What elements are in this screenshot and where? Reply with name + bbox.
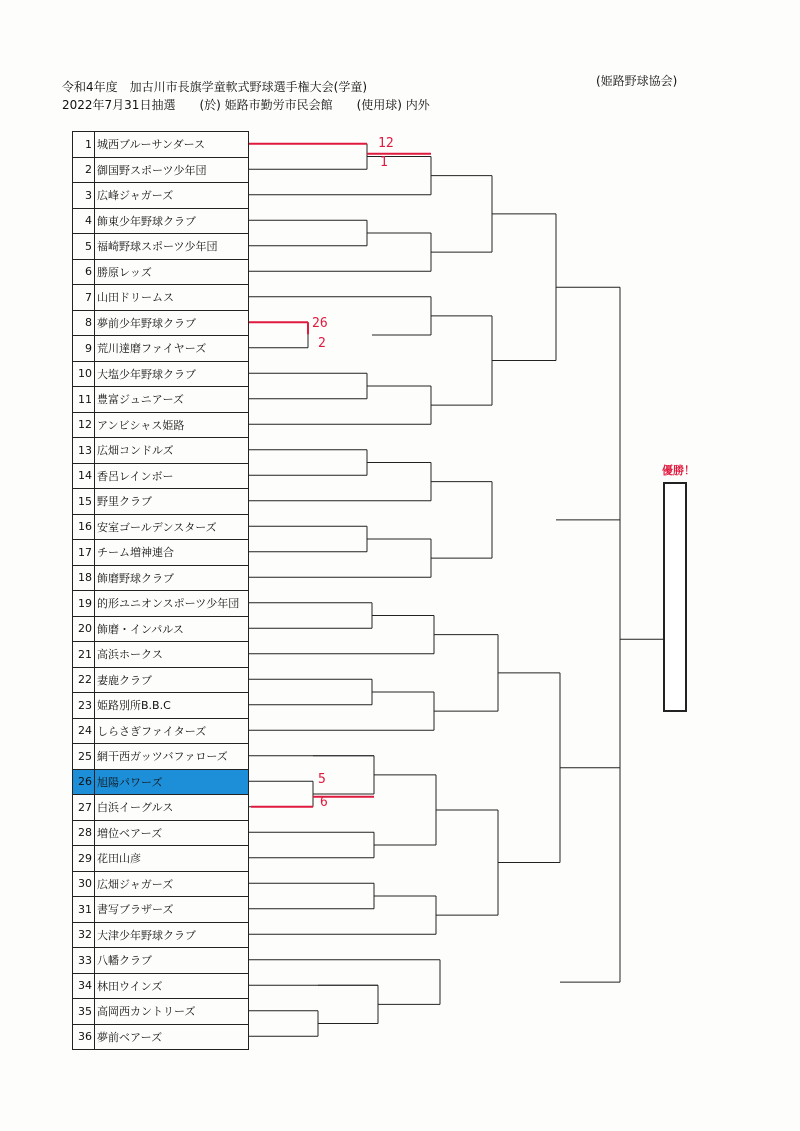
organizer: (姫路野球協会) [596, 74, 678, 88]
score-m3-bot: 6 [320, 795, 328, 810]
team-number: 5 [73, 234, 95, 260]
team-number: 17 [73, 540, 95, 566]
team-name: 城西ブルーサンダース [95, 132, 249, 158]
team-name: 広畑ジャガーズ [95, 871, 249, 897]
team-number: 1 [73, 132, 95, 158]
team-name: しらさぎファイターズ [95, 718, 249, 744]
team-name: 大津少年野球クラブ [95, 922, 249, 948]
team-name: 野里クラブ [95, 489, 249, 515]
team-number: 35 [73, 999, 95, 1025]
team-number: 34 [73, 973, 95, 999]
team-number: 2 [73, 157, 95, 183]
team-number: 6 [73, 259, 95, 285]
team-name: 旭陽パワーズ [95, 769, 249, 795]
tournament-title: 令和4年度 加古川市長旗学童軟式野球選手権大会(学童) [62, 80, 368, 94]
team-name: 白浜イーグルス [95, 795, 249, 821]
team-name: 高浜ホークス [95, 642, 249, 668]
team-number: 7 [73, 285, 95, 311]
team-number: 12 [73, 412, 95, 438]
team-name: 香呂レインボー [95, 463, 249, 489]
score-m1-bot: 1 [380, 155, 388, 170]
team-name: 広峰ジャガーズ [95, 183, 249, 209]
team-name: 書写ブラザーズ [95, 897, 249, 923]
score-m2-bot: 2 [318, 336, 326, 351]
team-number: 19 [73, 591, 95, 617]
team-name: 妻鹿クラブ [95, 667, 249, 693]
team-name: 夢前少年野球クラブ [95, 310, 249, 336]
team-name: 増位ベアーズ [95, 820, 249, 846]
team-name: 飾磨野球クラブ [95, 565, 249, 591]
draw-info: 2022年7月31日抽選 (於) 姫路市勤労市民会館 (使用球) 内外 [62, 98, 430, 112]
team-name: 花田山彦 [95, 846, 249, 872]
champion-label: 優勝！ [662, 464, 695, 477]
team-name: 的形ユニオンスポーツ少年団 [95, 591, 249, 617]
team-number: 15 [73, 489, 95, 515]
team-number: 22 [73, 667, 95, 693]
team-number: 29 [73, 846, 95, 872]
score-m2-top: 26 [312, 316, 328, 331]
team-number: 27 [73, 795, 95, 821]
team-number: 20 [73, 616, 95, 642]
team-number: 28 [73, 820, 95, 846]
team-number: 13 [73, 438, 95, 464]
team-name: 山田ドリームス [95, 285, 249, 311]
team-name: 林田ウインズ [95, 973, 249, 999]
team-name: 御国野スポーツ少年団 [95, 157, 249, 183]
team-number: 4 [73, 208, 95, 234]
team-number: 25 [73, 744, 95, 770]
team-number: 23 [73, 693, 95, 719]
team-number: 26 [73, 769, 95, 795]
team-name: 夢前ベアーズ [95, 1024, 249, 1050]
team-number: 10 [73, 361, 95, 387]
team-number: 11 [73, 387, 95, 413]
team-name: チーム増神連合 [95, 540, 249, 566]
team-number: 36 [73, 1024, 95, 1050]
team-name: 姫路別所B.B.C [95, 693, 249, 719]
team-name: 安室ゴールデンスターズ [95, 514, 249, 540]
team-name: 飾磨・インパルス [95, 616, 249, 642]
team-number: 14 [73, 463, 95, 489]
team-number: 30 [73, 871, 95, 897]
team-number: 3 [73, 183, 95, 209]
team-name: 勝原レッズ [95, 259, 249, 285]
team-number: 18 [73, 565, 95, 591]
score-m3-top: 5 [318, 772, 326, 787]
team-number: 9 [73, 336, 95, 362]
team-name: 福崎野球スポーツ少年団 [95, 234, 249, 260]
team-number: 31 [73, 897, 95, 923]
team-number: 8 [73, 310, 95, 336]
team-name: 荒川達磨ファイヤーズ [95, 336, 249, 362]
team-number: 32 [73, 922, 95, 948]
team-number: 21 [73, 642, 95, 668]
team-number: 16 [73, 514, 95, 540]
team-name: 飾東少年野球クラブ [95, 208, 249, 234]
team-name: アンビシャス姫路 [95, 412, 249, 438]
team-name: 網干西ガッツバファローズ [95, 744, 249, 770]
champion-box [663, 482, 687, 712]
team-name: 大塩少年野球クラブ [95, 361, 249, 387]
score-m1-top: 12 [378, 136, 394, 151]
team-name: 豊富ジュニアーズ [95, 387, 249, 413]
team-name: 高岡西カントリーズ [95, 999, 249, 1025]
team-name: 八幡クラブ [95, 948, 249, 974]
team-number: 33 [73, 948, 95, 974]
team-name: 広畑コンドルズ [95, 438, 249, 464]
team-number: 24 [73, 718, 95, 744]
